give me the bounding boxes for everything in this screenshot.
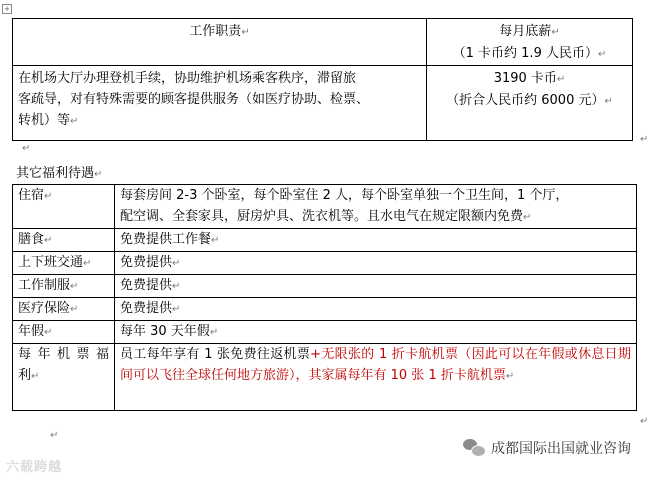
benefit-key: 膳食↵ bbox=[13, 229, 115, 252]
para-mark: ↵ bbox=[22, 143, 31, 154]
table-header-row bbox=[13, 19, 633, 66]
benefit-row-uniform bbox=[13, 275, 637, 298]
benefit-value: 免费提供工作餐↵ bbox=[115, 229, 637, 252]
benefit-key: 工作制服↵ bbox=[13, 275, 115, 298]
para-mark: ↵ bbox=[50, 430, 59, 441]
salary-value-line2: （折合人民币约 6000 元）↵ bbox=[446, 93, 613, 108]
duty-line-1: 在机场大厅办理登机手续，协助维护机场乘客秩序，滞留旅 bbox=[18, 71, 357, 86]
table-data-row bbox=[13, 66, 633, 141]
watermark: 六载跨越 bbox=[6, 460, 63, 475]
benefits-table bbox=[12, 184, 637, 411]
salary-header-line1: 每月底薪↵ bbox=[499, 24, 560, 39]
duty-header: 工作职责 bbox=[189, 24, 242, 39]
para-mark: ↵ bbox=[640, 134, 649, 145]
benefit-value: 免费提供↵ bbox=[115, 298, 637, 321]
benefit-key: 每年机票福 利↵ bbox=[13, 344, 115, 411]
salary-value-line1: 3190 卡币↵ bbox=[493, 71, 566, 86]
ticket-discount-text: +无限张的 1 折卡航机票（因此可以在年假或休息日期间可以飞往全球任何地方旅游），其家属每年有 10 张 1 折卡航机票 bbox=[120, 347, 631, 383]
wechat-icon bbox=[463, 439, 485, 457]
benefits-title: 其它福利待遇↵ bbox=[16, 166, 103, 181]
benefit-value: 免费提供↵ bbox=[115, 275, 637, 298]
benefit-key: 上下班交通↵ bbox=[13, 252, 115, 275]
benefit-row-meals bbox=[13, 229, 637, 252]
duty-line-3: 转机）等↵ bbox=[18, 113, 79, 128]
ticket-free-text: 员工每年享有 1 张免费往返机票 bbox=[120, 347, 311, 362]
salary-header-line2: （1 卡币约 1.9 人民币）↵ bbox=[452, 46, 607, 61]
duty-cell bbox=[13, 66, 427, 141]
table-anchor-icon[interactable]: + bbox=[2, 4, 12, 14]
benefit-value: 每套房间 2-3 个卧室，每个卧室住 2 人，每个卧室单独一个卫生间，1 个厅， 配空调、全套家具，厨房炉具、洗衣机等。且水电气在规定限额内免费↵ bbox=[115, 185, 637, 229]
benefit-row-airfare bbox=[13, 344, 637, 411]
benefit-row-commute bbox=[13, 252, 637, 275]
benefit-row-insurance bbox=[13, 298, 637, 321]
duty-line-2: 客疏导，对有特殊需要的顾客提供服务（如医疗协助、检票、 bbox=[18, 92, 370, 107]
benefit-key: 年假↵ bbox=[13, 321, 115, 344]
benefit-value: 每年 30 天年假↵ bbox=[115, 321, 637, 344]
benefit-key: 住宿↵ bbox=[13, 185, 115, 229]
salary-header-cell bbox=[427, 19, 633, 66]
benefit-row-leave bbox=[13, 321, 637, 344]
benefit-value: 免费提供↵ bbox=[115, 252, 637, 275]
duty-header-cell bbox=[13, 19, 427, 66]
benefit-key: 医疗保险↵ bbox=[13, 298, 115, 321]
benefit-row-housing bbox=[13, 185, 637, 229]
benefit-value: 员工每年享有 1 张免费往返机票+无限张的 1 折卡航机票（因此可以在年假或休息日期间可以飞往全球任何地方旅游），其家属每年有 10 张 1 折卡航机票↵ bbox=[115, 344, 637, 411]
duty-salary-table bbox=[12, 18, 633, 141]
footer-brand bbox=[463, 438, 631, 458]
para-mark: ↵ bbox=[640, 416, 649, 427]
salary-cell bbox=[427, 66, 633, 141]
para-mark: ↵ bbox=[241, 27, 250, 38]
brand-name: 成都国际出国就业咨询 bbox=[491, 441, 631, 457]
